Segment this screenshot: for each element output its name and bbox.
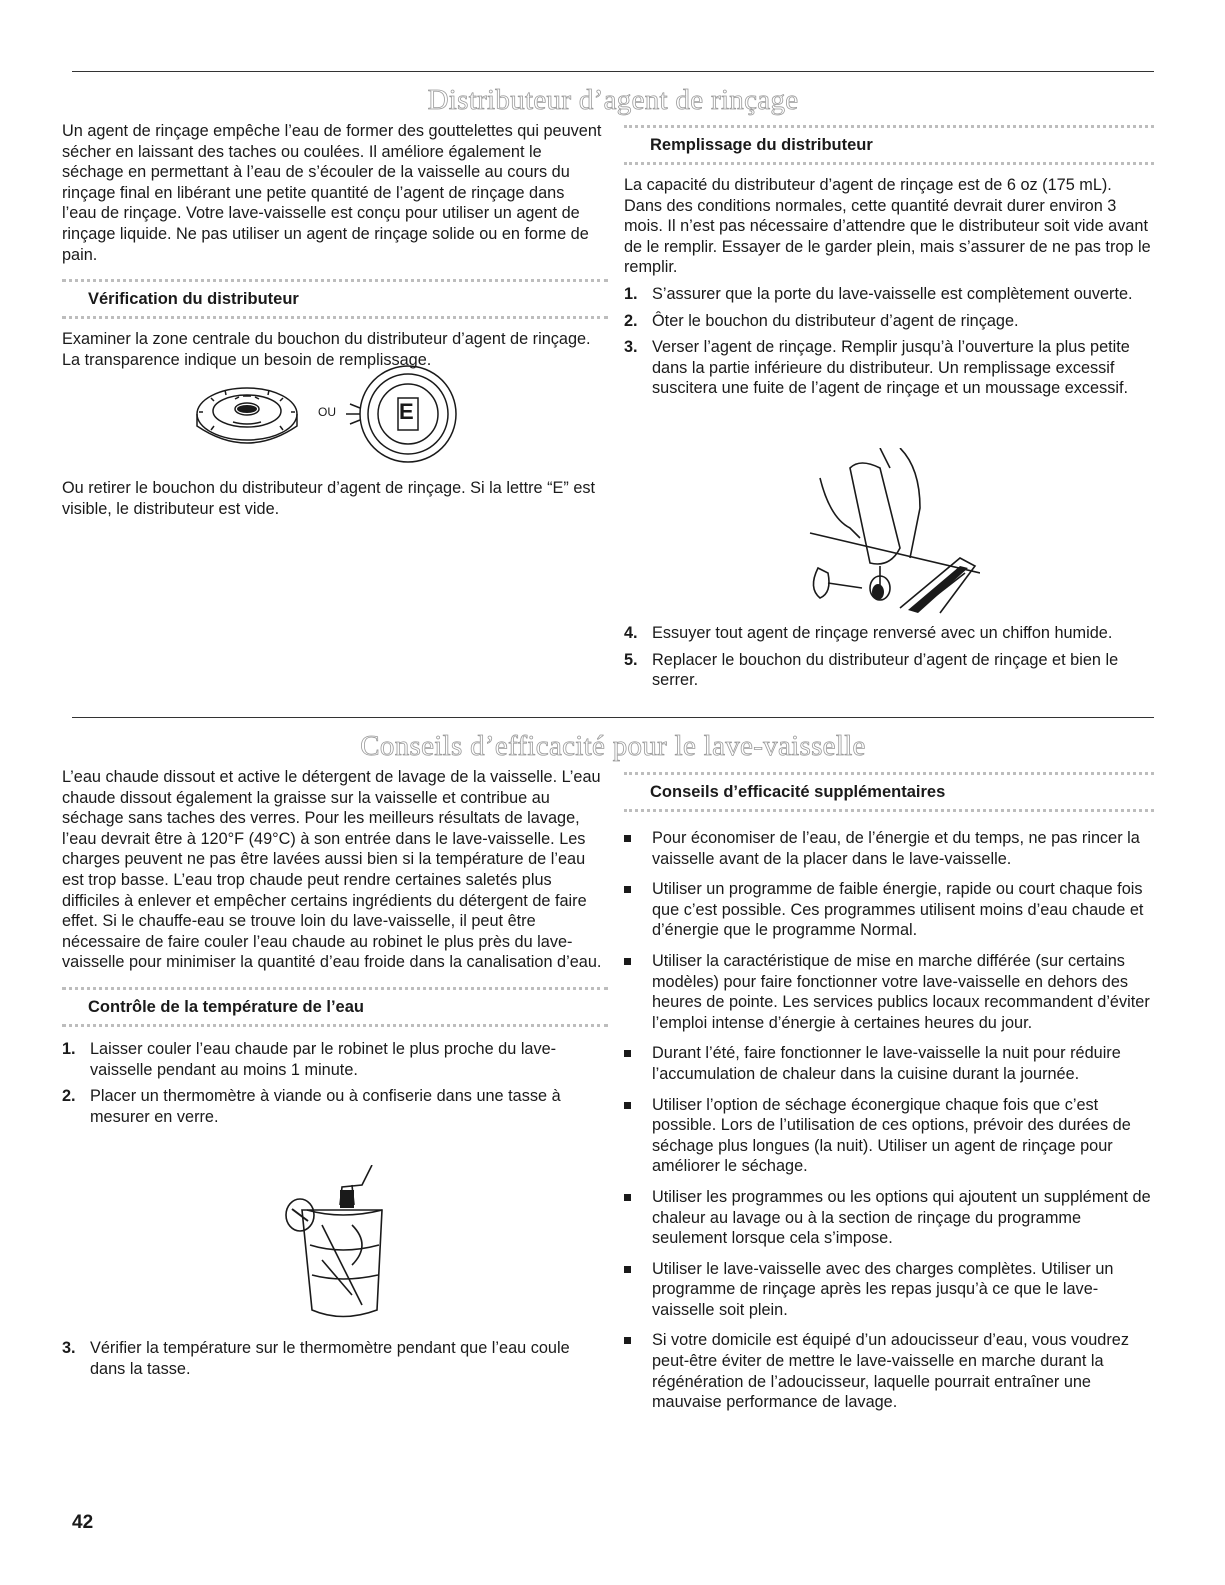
- section-title-rinse-aid: Distributeur d’agent de rinçage: [427, 84, 799, 116]
- list-item: Si votre domicile est équipé d’un adoucisseur d’eau, vous voudrez peut-être éviter de mettre le lave-vaisselle en marche durant la régénération de l’adoucisseur, laquelle pourrait entraîner une mauvaise performance de lavage.: [624, 1330, 1154, 1412]
- pouring-bottle-icon: [790, 448, 980, 618]
- verification-heading: Vérification du distributeur: [62, 279, 608, 319]
- list-item: 2. Ôter le bouchon du distributeur d’agent de rinçage.: [624, 311, 1019, 330]
- list-item: Utiliser un programme de faible énergie, rapide ou court chaque fois que c’est possible. Ces programmes utilisent moins d’eau chaude et d’énergie que le programme Normal.: [624, 879, 1154, 941]
- temperature-steps2-wrap: [62, 1338, 602, 1385]
- bullet-icon: [624, 1266, 631, 1273]
- list-item: Utiliser la caractéristique de mise en marche différée (sur certains modèles) pour faire fonctionner votre lave-vaisselle en dehors des heures de pointe. Les services publics locaux recommandent d’éviter l’emploi intense d’énergie à certaines heures du jour.: [624, 951, 1154, 1033]
- rinse-aid-right-column: [624, 125, 1154, 405]
- top-rule: [72, 71, 1154, 72]
- rinse-aid-left-column: [62, 121, 602, 370]
- list-item: 3. Verser l’agent de rinçage. Remplir jusqu’à l’ouverture la plus petite dans la partie inférieure du distributeur. Un remplissage excessif suscitera une fuite de l’agent de rinçage et un moussage excessif.: [624, 338, 1130, 398]
- measuring-cup-icon: [282, 1165, 392, 1325]
- middle-rule: [72, 717, 1154, 718]
- filling-heading: Remplissage du distributeur: [624, 125, 1154, 165]
- list-item: 2. Placer un thermomètre à viande ou à confiserie dans une tasse à mesurer en verre.: [62, 1087, 561, 1126]
- verification-text2: Ou retirer le bouchon du distributeur d’agent de rinçage. Si la lettre “E” est visible, le distributeur est vide.: [62, 479, 596, 518]
- bullet-icon: [624, 886, 631, 893]
- tips-list: [624, 828, 1154, 1413]
- list-item: 1. S’assurer que la porte du lave-vaisselle est complètement ouverte.: [624, 284, 1133, 303]
- bullet-icon: [624, 1337, 631, 1344]
- list-item: Pour économiser de l’eau, de l’énergie et du temps, ne pas rincer la vaisselle avant de la placer dans le lave-vaisselle.: [624, 828, 1154, 869]
- list-item: 3. Vérifier la température sur le thermomètre pendant que l’eau coule dans la tasse.: [62, 1339, 570, 1378]
- filling-steps2-wrap: [624, 623, 1154, 697]
- bullet-icon: [624, 1194, 631, 1201]
- tips-heading: Conseils d’efficacité supplémentaires: [624, 772, 1154, 812]
- rinse-aid-intro: Un agent de rinçage empêche l’eau de former des gouttelettes qui peuvent sécher en laissant des taches ou coulées. Il améliore également le séchage en permettant à l’eau de s’écouler de la vaisselle au cours du rinçage final en libérant une petite quantité de l’agent de rinçage dans l’eau de rinçage. Votre lave-vaisselle est conçu pour utiliser un agent de rinçage liquide. Ne pas utiliser un agent de rinçage solide ou en forme de pain.: [62, 122, 602, 264]
- verification-text: Examiner la zone centrale du bouchon du distributeur d’agent de rinçage. La transparence indique un besoin de remplissage.: [62, 330, 591, 369]
- or-label: OU: [318, 405, 336, 419]
- list-item: Utiliser le lave-vaisselle avec des charges complètes. Utiliser un programme de rinçage après les repas jusqu’à ce que le lave-vaisselle soit plein.: [624, 1259, 1154, 1321]
- efficiency-right-column: [624, 772, 1154, 1423]
- verification-text2-wrap: [62, 478, 602, 519]
- filling-steps: [624, 284, 1154, 399]
- temperature-heading: Contrôle de la température de l’eau: [62, 987, 608, 1027]
- list-item: 4. Essuyer tout agent de rinçage renversé avec un chiffon humide.: [624, 624, 1113, 642]
- efficiency-left-column: [62, 767, 602, 1133]
- bullet-icon: [624, 1102, 631, 1109]
- pouring-illustration: [790, 448, 980, 618]
- section-title-efficiency: Conseils d’efficacité pour le lave-vaisselle: [360, 730, 866, 762]
- list-item: 5. Replacer le bouchon du distributeur d’agent de rinçage et bien le serrer.: [624, 650, 1119, 690]
- list-item: 1. Laisser couler l’eau chaude par le robinet le plus proche du lave-vaisselle pendant au moins 1 minute.: [62, 1039, 557, 1079]
- efficiency-intro: L’eau chaude dissout et active le détergent de lavage de la vaisselle. L’eau chaude dissout également la graisse sur la vaisselle et contribue au séchage sans taches des verres. Pour les meilleurs résultats de lavage, l’eau devrait être à 120°F (49°C) à son entrée dans le lave-vaisselle. Les charges peuvent ne pas être lavées aussi bien si la température de l’eau est trop basse. L’eau trop chaude peut rendre certaines saletés plus difficiles à enlever et empêcher certains ingrédients du détergent de faire effet. Si le chauffe-eau se trouve loin du lave-vaisselle, il peut être nécessaire de faire couler l’eau chaude au robinet le plus près du lave-vaisselle pour minimiser la quantité d’eau froide dans la canalisation d’eau.: [62, 768, 602, 972]
- thermometer-cup-illustration: [282, 1165, 392, 1325]
- filling-steps-continued: [624, 623, 1154, 691]
- bullet-icon: [624, 958, 631, 965]
- temperature-steps: [62, 1039, 602, 1127]
- list-item: Utiliser les programmes ou les options qui ajoutent un supplément de chaleur au lavage ou à la section de rinçage du programme seulement lorsque cela s’impose.: [624, 1187, 1154, 1249]
- temperature-steps-continued: [62, 1338, 602, 1379]
- page-number: 42: [72, 1512, 94, 1533]
- filling-text: La capacité du distributeur d’agent de rinçage est de 6 oz (175 mL). Dans des conditions normales, cette quantité devrait durer environ 3 mois. Il n’est pas nécessaire d’attendre que le distributeur soit vide avant de le remplir. Essayer de le garder plein, mais s’assurer de ne pas trop le remplir.: [624, 176, 1151, 277]
- list-item: Utiliser l’option de séchage éconergique chaque fois que c’est possible. Lors de l’utilisation de ces options, prévoir des durées de séchage plus longues (la nuit). Utiliser un agent de rinçage pour améliorer le séchage.: [624, 1095, 1154, 1177]
- bullet-icon: [624, 1050, 631, 1057]
- list-item: Durant l’été, faire fonctionner le lave-vaisselle la nuit pour réduire l’accumulation de chaleur dans la cuisine durant la journée.: [624, 1043, 1154, 1084]
- bullet-icon: [624, 835, 631, 842]
- cap-letter: E: [399, 399, 414, 424]
